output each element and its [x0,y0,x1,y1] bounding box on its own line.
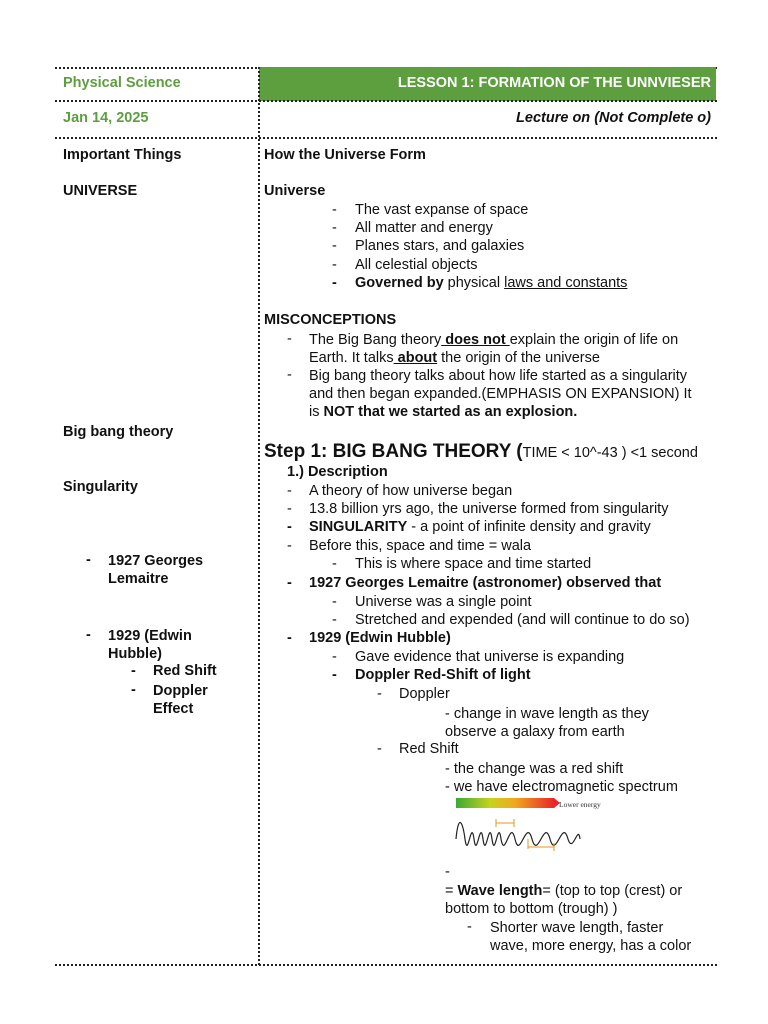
universe-point: Planes stars, and galaxies [355,238,525,254]
bullet-dash: - [332,556,337,572]
misconception-1: The Big Bang theory does not explain the origin of life on Earth. It talks about the origin of the universe [309,332,679,366]
universe-point: The vast expanse of space [355,202,529,218]
bullet-dash: - [287,519,292,535]
lecture-status: Lecture on (Not Complete o) [516,110,711,126]
universe-cue: UNIVERSE [63,183,138,199]
spectrum-bar [456,798,554,808]
doppler-explanation: - change in wave length as they observe a galaxy from earth [445,706,649,740]
big-bang-cue: Big bang theory [63,424,174,440]
description-subpoint: This is where space and time started [355,556,592,572]
description-point: 13.8 billion yrs ago, the universe formed from singularity [309,501,669,517]
red-shift-cue: Red Shift [153,663,217,679]
red-shift-explanation: - the change was a red shift - we have electromagnetic spectrum [445,761,678,795]
bullet-dash: - [467,919,472,935]
description-point: A theory of how universe began [309,483,513,499]
bullet-dash: - [332,594,337,610]
universe-point: All matter and energy [355,220,493,236]
bullet-dash: - [377,741,382,757]
misconceptions-heading: MISCONCEPTIONS [264,312,397,328]
wave-length-definition: = Wave length= (top to top (crest) or bottom to bottom (trough) ) [445,883,683,917]
bullet-dash: - [287,630,292,646]
step-1-heading: Step 1: BIG BANG THEORY (TIME < 10^-43 ) <1 second [264,441,698,462]
subject-title: Physical Science [63,75,181,91]
description-subpoint: Doppler Red-Shift of light [355,667,531,683]
bullet-dash: - [86,552,91,568]
lesson-date: Jan 14, 2025 [63,110,149,126]
description-heading: 1.) Description [287,464,388,480]
bullet-dash: - [332,275,337,291]
bullet-dash: - [332,220,337,236]
bullet-dash: - [445,864,450,880]
bullet-dash: - [377,686,382,702]
description-point: 1929 (Edwin Hubble) [309,630,451,646]
hubble-cue: 1929 (Edwin Hubble) [108,628,192,662]
bullet-dash: - [287,575,292,591]
bullet-dash: - [332,649,337,665]
bullet-dash: - [332,612,337,628]
wave-length-note: Shorter wave length, faster wave, more energy, has a color [490,920,692,954]
doppler-label: Doppler [399,686,450,702]
description-subpoint: Stretched and expended (and will continue to do so) [355,612,690,628]
description-subpoint: Universe was a single point [355,594,532,610]
description-point: Before this, space and time = wala [309,538,532,554]
column-divider [258,67,260,965]
description-subpoint: Gave evidence that universe is expanding [355,649,625,665]
important-things-heading: Important Things [63,147,182,163]
universe-point-governed: Governed by physical laws and constants [355,275,628,291]
bullet-dash: - [332,257,337,273]
bullet-dash: - [287,483,292,499]
crest-marker [496,819,514,827]
lemaitre-cue: 1927 Georges Lemaitre [108,553,204,587]
description-point: SINGULARITY - a point of infinite density and gravity [309,519,651,535]
spectrum-label: Lower energy [559,800,601,809]
lesson-title: LESSON 1: FORMATION OF THE UNNVIESER [397,75,711,91]
bullet-dash: - [86,627,91,643]
wave-line [456,823,580,846]
bullet-dash: - [287,367,292,383]
singularity-cue: Singularity [63,479,138,495]
description-point: 1927 Georges Lemaitre (astronomer) observed that [309,575,662,591]
misconception-2: Big bang theory talks about how life started as a singularity and then began expanded.(EMPHASIS ON EXPANSION) It is NOT that we started as an explosion. [309,368,692,420]
spectrum-wave-figure [452,795,608,869]
bottom-rule [55,964,717,966]
bullet-dash: - [287,538,292,554]
universe-point: All celestial objects [355,257,478,273]
header-rule [55,100,717,102]
bullet-dash: - [332,202,337,218]
bullet-dash: - [287,501,292,517]
bullet-dash: - [332,667,337,683]
bullet-dash: - [131,682,136,698]
how-universe-form-heading: How the Universe Form [264,147,426,163]
date-rule [55,137,717,139]
universe-heading: Universe [264,183,326,199]
bullet-dash: - [287,331,292,347]
bullet-dash: - [332,238,337,254]
red-shift-label: Red Shift [399,741,459,757]
doppler-cue: Doppler Effect [153,683,208,717]
bullet-dash: - [131,663,136,679]
